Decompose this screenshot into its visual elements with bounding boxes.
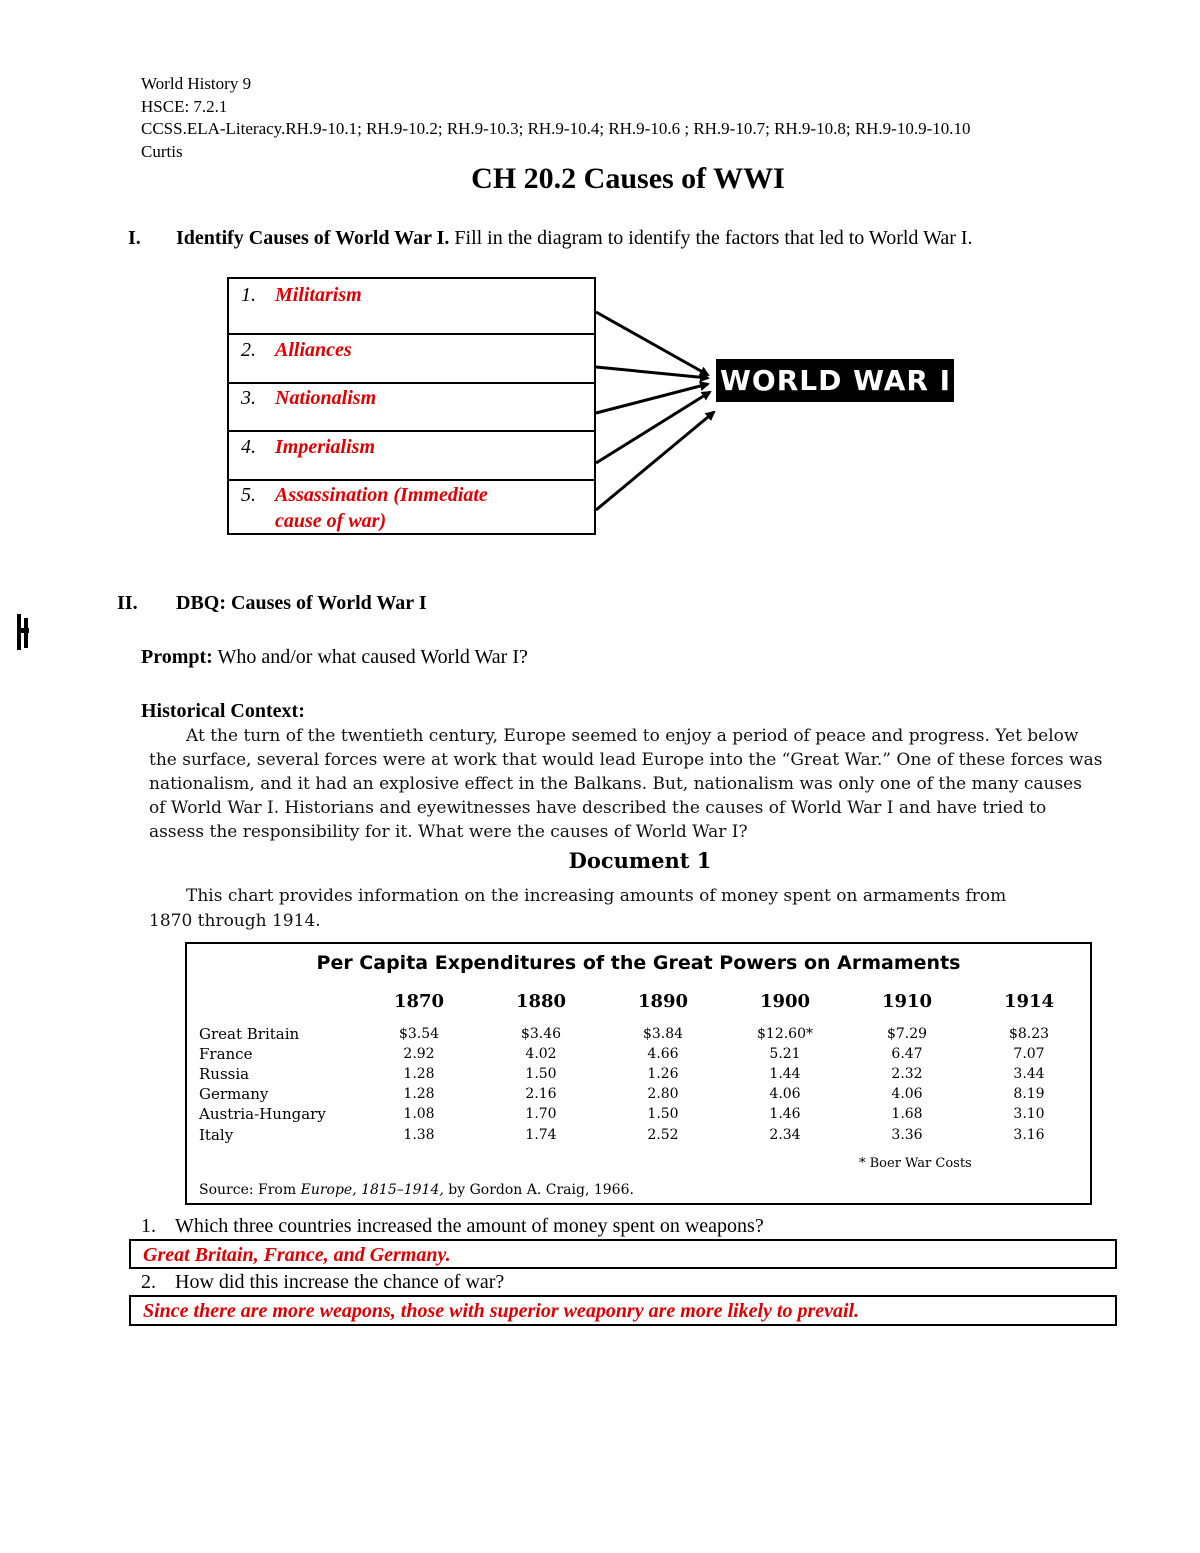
country-label: France (199, 1045, 253, 1063)
context-line-1: At the turn of the twentieth century, Europe seemed to enjoy a period of peace and progress. Yet below (186, 726, 1079, 746)
page-title: CH 20.2 Causes of WWI (471, 162, 785, 195)
context-line-3: nationalism, and it had an explosive effect in the Balkans. But, nationalism was only one of the many causes (149, 774, 1082, 794)
arrow-4 (596, 392, 710, 463)
section2-numeral: II. (117, 592, 138, 614)
table-cell: 4.66 (647, 1046, 679, 1062)
cause-number: 3. (241, 387, 256, 409)
table-cell: 1.38 (403, 1127, 435, 1143)
question-number: 2. (141, 1271, 156, 1293)
year-header: 1890 (637, 991, 689, 1012)
question-text: Which three countries increased the amount of money spent on weapons? (175, 1215, 764, 1237)
table-cell: 1.28 (403, 1066, 435, 1082)
table-title: Per Capita Expenditures of the Great Powers on Armaments (316, 952, 961, 974)
table-cell: 2.92 (403, 1046, 435, 1062)
standards-line: CCSS.ELA-Literacy.RH.9-10.1; RH.9-10.2; RH.9-10.3; RH.9-10.4; RH.9-10.6 ; RH.9-10.7; RH.9-10.8; RH.9-10.9-10.10 (141, 119, 971, 138)
cause-box-1[interactable] (227, 277, 596, 335)
armaments-table (185, 942, 1092, 1205)
question-2 (141, 1271, 504, 1294)
section1-instruction: Fill in the diagram to identify the factors that led to World War I. (449, 227, 973, 249)
country-label: Italy (199, 1126, 234, 1144)
table-cell: 1.46 (769, 1106, 801, 1122)
table-cell: 3.16 (1013, 1127, 1045, 1143)
hsce-code: HSCE: 7.2.1 (141, 97, 228, 116)
cause-answer-assassination: Assassination (Immediate (275, 484, 488, 506)
arrow-1 (596, 312, 708, 375)
table-cell: 4.02 (525, 1046, 557, 1062)
world-war-target-box: WORLD WAR I (716, 359, 954, 402)
document1-intro-1: This chart provides information on the increasing amounts of money spent on armaments from (186, 886, 1007, 906)
table-cell: 5.21 (769, 1046, 801, 1062)
year-header: 1914 (1003, 991, 1055, 1012)
table-footnote: * Boer War Costs (859, 1156, 972, 1171)
table-cell: $3.46 (520, 1026, 562, 1042)
context-line-2: the surface, several forces were at work that would lead Europe into the “Great War.” One of these forces was (149, 750, 1103, 770)
section1-heading (128, 227, 973, 250)
prompt-line (141, 646, 528, 669)
country-label: Russia (199, 1065, 250, 1083)
cause-arrows (590, 300, 730, 520)
table-cell: 1.68 (891, 1106, 923, 1122)
cause-number: 5. (241, 484, 256, 506)
table-cell: 1.26 (647, 1066, 679, 1082)
cause-box-3[interactable] (227, 382, 596, 432)
table-cell: 3.36 (891, 1127, 923, 1143)
document1-heading: Document 1 (568, 848, 712, 873)
table-cell: $8.23 (1008, 1026, 1050, 1042)
table-cell: 4.06 (769, 1086, 801, 1102)
prompt-label: Prompt: (141, 646, 213, 668)
teacher-name: Curtis (141, 142, 183, 161)
table-cell: 8.19 (1013, 1086, 1045, 1102)
table-cell: $3.54 (398, 1026, 440, 1042)
year-header: 1870 (393, 991, 445, 1012)
table-cell: 6.47 (891, 1046, 923, 1062)
section1-numeral: I. (128, 227, 141, 249)
cause-box-2[interactable] (227, 333, 596, 384)
binder-mark-icon (16, 614, 30, 650)
table-cell: 2.80 (647, 1086, 679, 1102)
year-header: 1910 (881, 991, 933, 1012)
table-cell: 7.07 (1013, 1046, 1045, 1062)
cause-number: 1. (241, 284, 256, 306)
country-label: Great Britain (199, 1025, 300, 1043)
table-cell: 1.50 (525, 1066, 557, 1082)
section1-title: Identify Causes of World War I. (176, 227, 450, 249)
year-header: 1880 (515, 991, 567, 1012)
answer-field-1[interactable]: Great Britain, France, and Germany. (129, 1239, 1117, 1269)
table-cell: 1.08 (403, 1106, 435, 1122)
answer-field-2[interactable]: Since there are more weapons, those with superior weaponry are more likely to prevail. (129, 1295, 1117, 1326)
table-cell: 1.28 (403, 1086, 435, 1102)
question-text: How did this increase the chance of war? (175, 1271, 505, 1293)
table-source (199, 1182, 634, 1198)
table-cell: 2.32 (891, 1066, 923, 1082)
cause-answer-nationalism: Nationalism (275, 387, 377, 409)
section2-heading (117, 592, 427, 615)
cause-answer-imperialism: Imperialism (275, 436, 376, 458)
cause-number: 4. (241, 436, 256, 458)
source-suffix: by Gordon A. Craig, 1966. (443, 1182, 634, 1198)
section2-title: DBQ: Causes of World War I (176, 592, 427, 614)
table-cell: 1.74 (525, 1127, 557, 1143)
table-cell: 4.06 (891, 1086, 923, 1102)
cause-answer-alliances: Alliances (275, 339, 352, 361)
arrow-2 (596, 367, 708, 378)
table-cell: 1.44 (769, 1066, 801, 1082)
table-cell: 2.34 (769, 1127, 801, 1143)
cause-box-5[interactable] (227, 479, 596, 535)
arrow-3 (596, 384, 708, 413)
table-cell: 2.16 (525, 1086, 557, 1102)
table-cell: $12.60* (757, 1026, 813, 1042)
country-label: Germany (199, 1085, 269, 1103)
context-label: Historical Context: (141, 700, 305, 722)
table-cell: 2.52 (647, 1127, 679, 1143)
year-header: 1900 (759, 991, 811, 1012)
table-cell: $3.84 (642, 1026, 684, 1042)
question-1 (141, 1215, 764, 1238)
source-prefix: Source: From (199, 1182, 301, 1198)
context-line-5: assess the responsibility for it. What were the causes of World War I? (149, 822, 748, 842)
table-cell: $7.29 (886, 1026, 928, 1042)
table-cell: 1.50 (647, 1106, 679, 1122)
source-title: Europe, 1815–1914, (300, 1182, 444, 1198)
table-cell: 3.10 (1013, 1106, 1045, 1122)
table-cell: 1.70 (525, 1106, 557, 1122)
country-label: Austria-Hungary (199, 1105, 326, 1123)
cause-box-4[interactable] (227, 430, 596, 481)
question-number: 1. (141, 1215, 156, 1237)
course-name: World History 9 (141, 74, 252, 93)
context-line-4: of World War I. Historians and eyewitnesses have described the causes of World War I and have tried to (149, 798, 1047, 818)
cause-number: 2. (241, 339, 256, 361)
table-cell: 3.44 (1013, 1066, 1045, 1082)
cause-answer-assassination-cont: cause of war) (275, 510, 387, 532)
prompt-text: Who and/or what caused World War I? (212, 646, 528, 668)
cause-answer-militarism: Militarism (275, 284, 362, 306)
document1-intro-2: 1870 through 1914. (149, 911, 321, 931)
